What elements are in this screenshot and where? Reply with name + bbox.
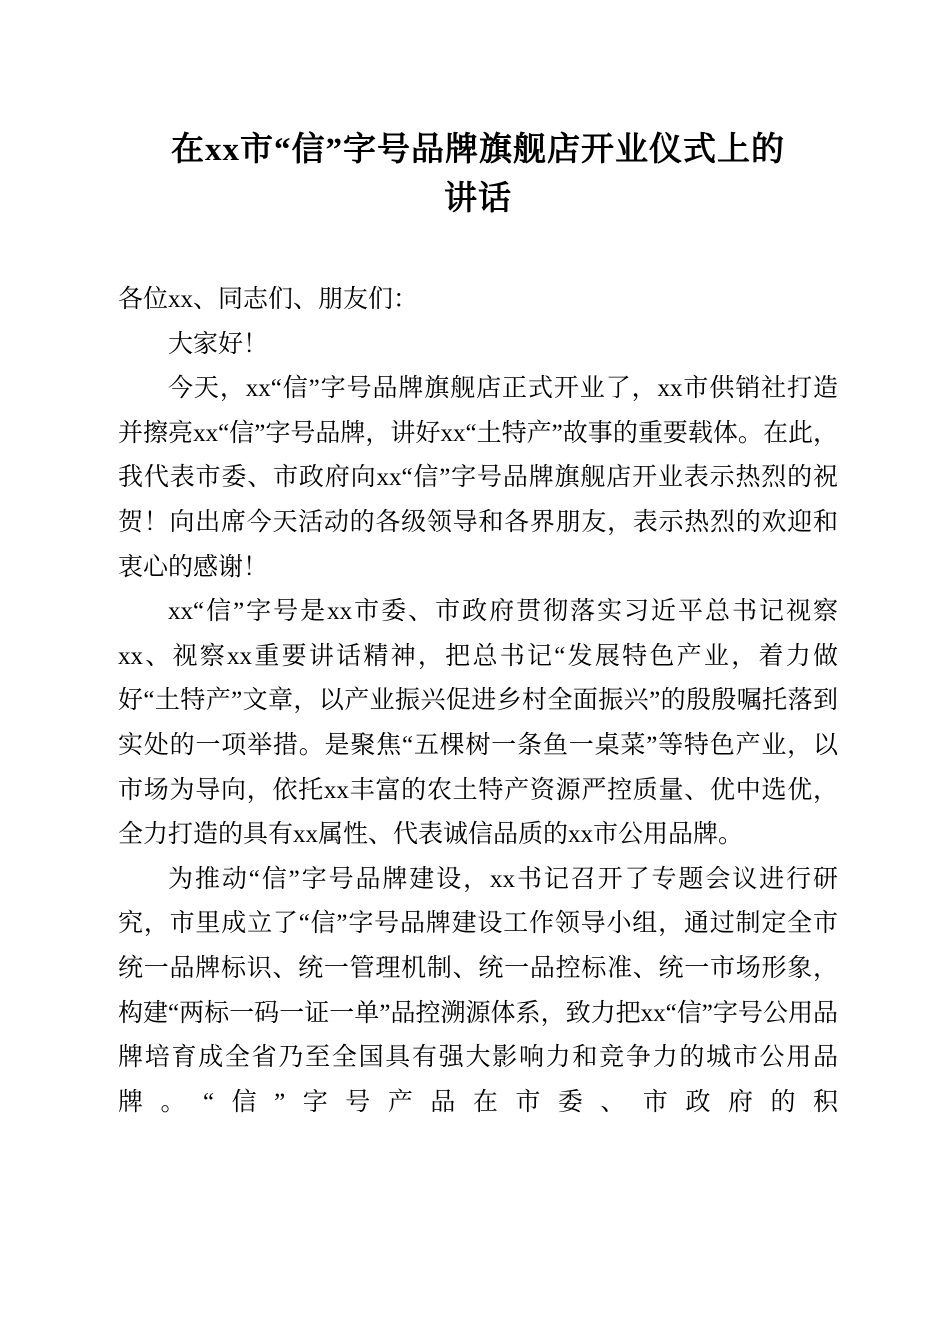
document-title	[118, 126, 838, 224]
paragraph: 大家好！	[168, 330, 269, 358]
document-body	[118, 278, 838, 1125]
paragraph: 今天，xx“信”字号品牌旗舰店正式开业了，xx市供销社打造并擦亮xx“信”字号品牌，讲好xx“土特产”故事的重要载体。在此，我代表市委、市政府向xx“信”字号品牌旗舰店开业表示热烈的祝贺！向出席今天活动的各级领导和各界朋友，表示热烈的欢迎和衷心的感谢！	[118, 375, 838, 581]
paragraph: 为推动“信”字号品牌建设，xx书记召开了专题会议进行研究，市里成立了“信”字号品牌建设工作领导小组，通过制定全市统一品牌标识、统一管理机制、统一品控标准、统一市场形象，构建“两标一码一证一单”品控溯源体系，致力把xx“信”字号公用品牌培育成全省乃至全国具有强大影响力和竞争力的城市公用品牌。“信”字号产品在市委、市政府的积	[118, 865, 838, 1116]
document-title-line-1: 在xx市“信”字号品牌旗舰店开业仪式上的	[171, 132, 785, 168]
paragraph: xx“信”字号是xx市委、市政府贯彻落实习近平总书记视察xx、视察xx重要讲话精神，把总书记“发展特色产业，着力做好“土特产”文章，以产业振兴促进乡村全面振兴”的殷殷嘱托落到实处的一项举措。是聚焦“五棵树一条鱼一桌菜”等特色产业，以市场为导向，依托xx丰富的农土特产资源严控质量、优中选优，全力打造的具有xx属性、代表诚信品质的xx市公用品牌。	[118, 598, 838, 849]
document-title-line-2: 讲话	[444, 181, 512, 217]
paragraph: 各位xx、同志们、朋友们：	[118, 286, 419, 313]
